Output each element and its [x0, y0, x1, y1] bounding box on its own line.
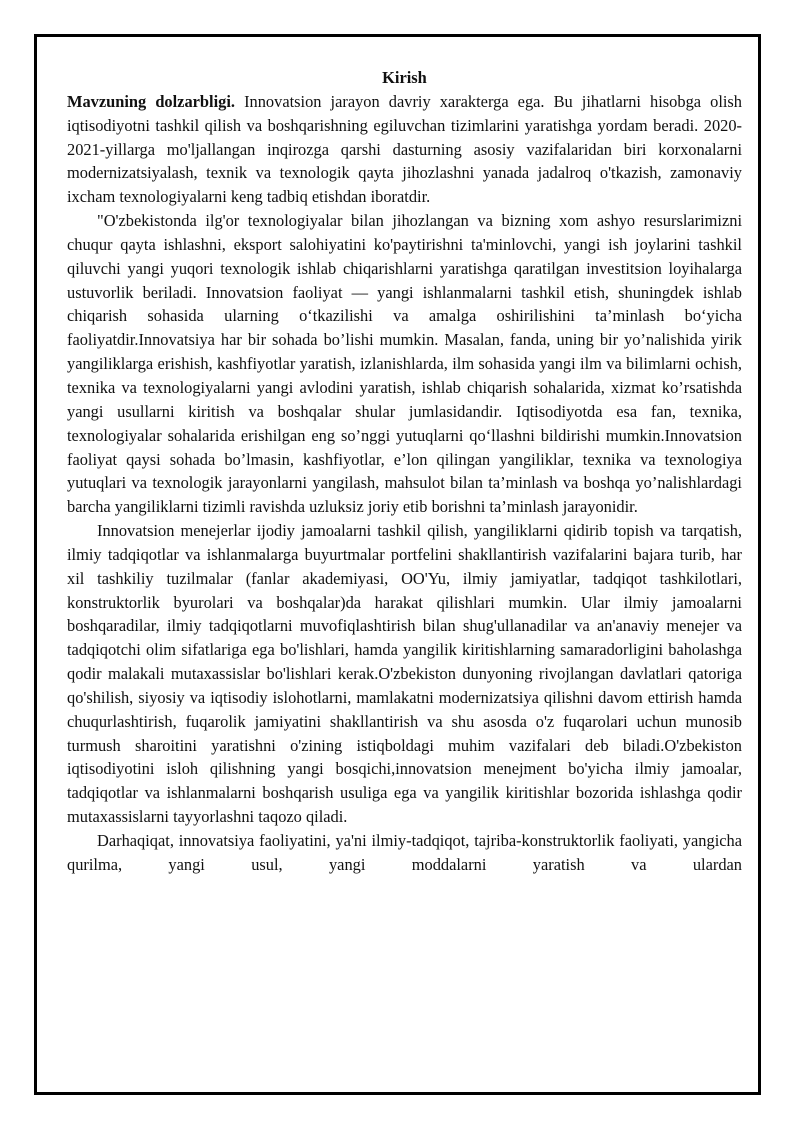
- paragraph-technologies: "O'zbekistonda ilg'or texnologiyalar bilan jihozlangan va bizning xom ashyo resurslarimizni chuqur qayta ishlashni, eksport salohiyatini ko'paytirishni ta'minlovchi, yangi ish joylarini tashkil qiluvchi yangi yuqori texnologik ishlab chiqarishlarni yaratishga qaratilgan investitsion loyihalarga ustuvorlik beriladi. Innovatsion faoliyat — yangi ishlanmalarni tashkil etish, shuningdek ishlab chiqarish sohasida ularning o‘tkazilishi va amalga oshirilishini ta’minlash bo‘yicha faoliyatdir.Innovatsiya har bir sohada bo’lishi mumkin. Masalan, fanda, uning bir yo’nalishida yirik yangiliklarga erishish, kashfiyotlar yaratish, izlanishlarda, ilm sohasida yangi ilm va bilimlarni ochish, texnika va texnologiyalarni yangi avlodini yaratish, ishlab chiqarish sohalarida, xizmat ko’rsatishda yangi usullarni kiritish va boshqalar shular jumlasidandir. Iqtisodiyotda esa fan, texnika, texnologiyalar sohalarida erishilgan eng so’nggi yutuqlarni qo‘llashni bildirishi mumkin.Innovatsion faoliyat qaysi sohada bo’lmasin, kashfiyotlar, e’lon qilingan yangiliklar, texnika va texnologiya yutuqlari va texnologik jarayonlarni yangilash, mahsulot bilan ta’minlash va boshqa yo’nalishlardagi barcha yangiliklarni tizimli ravishda uzluksiz joriy etib borishni ta’minlash jarayonidir.: [67, 211, 742, 517]
- paragraph-innovation-activity: Darhaqiqat, innovatsiya faoliyatini, ya'ni ilmiy-tadqiqot, tajriba-konstruktorlik faoliyati, yangicha qurilma, yangi usul, yangi moddalarni yaratish va ulardan: [67, 831, 742, 874]
- document-body: [67, 66, 742, 877]
- relevance-heading: Mavzuning dolzarbligi.: [67, 91, 235, 111]
- paragraph-innovation-managers: Innovatsion menejerlar ijodiy jamoalarni tashkil qilish, yangiliklarni qidirib topish va tarqatish, ilmiy tadqiqotlar va ishlanmalarga buyurtmalar portfelini shakllantirish vazifalarini bajara turib, har xil tashkiliy tuzilmalar (fanlar akademiyasi, OO'Yu, ilmiy jamiyatlar, tadqiqot tashkilotlari, konstruktorlik byurolari va boshqalar)da harakat qilishlari mumkin. Ular ilmiy jamoalarni boshqaradilar, ilmiy tadqiqotlarni muvofiqlashtirish bilan shug'ullanadilar va an'anaviy menejer va tadqiqotchi olim sifatlariga ega bo'lishlari, hamda yangilik kiritishlarning samaradorligini baholashga qodir malakali mutaxassislar bo'lishlari kerak.O'zbekiston dunyoning rivojlangan davlatlari qatoriga qo'shilish, siyosiy va iqtisodiy islohotlarni, mamlakatni modernizatsiya qilishni davom ettirish hamda chuqurlashtirish, fuqarolik jamiyatini shakllantirish va shu asosda o'z fuqarolari uchun munosib turmush sharoitini yaratishni o'zining istiqboldagi muhim vazifalari deb biladi.O'zbekiston iqtisodiyotini isloh qilishning yangi bosqichi,innovatsion menejment bo'yicha ilmiy jamoalar, tadqiqotlar va ishlanmalarni boshqarish usuliga ega va yangilik kiritishlar bozorida ishlashga qodir mutaxassislarni tayyorlashni taqozo qiladi.: [67, 521, 742, 827]
- paragraph-relevance: [67, 90, 742, 209]
- relevance-text: Innovatsion jarayon davriy xarakterga ega. Bu jihatlarni hisobga olish iqtisodiyotni tashkil qilish va boshqarishning egiluvchan tizimlarini yaratishga yordam beradi. 2020-2021-yillarga mo'ljallangan inqirozga qarshi dasturning asosiy vazifalaridan biri korxonalarni modernizatsiyalash, texnik va texnologik qayta jihozlashni yanada jadalroq o'tkazish, zamonaviy ixcham texnologiyalarni keng tadbiq etishdan iboratdir.: [67, 91, 743, 207]
- page-title: Kirish: [382, 68, 427, 87]
